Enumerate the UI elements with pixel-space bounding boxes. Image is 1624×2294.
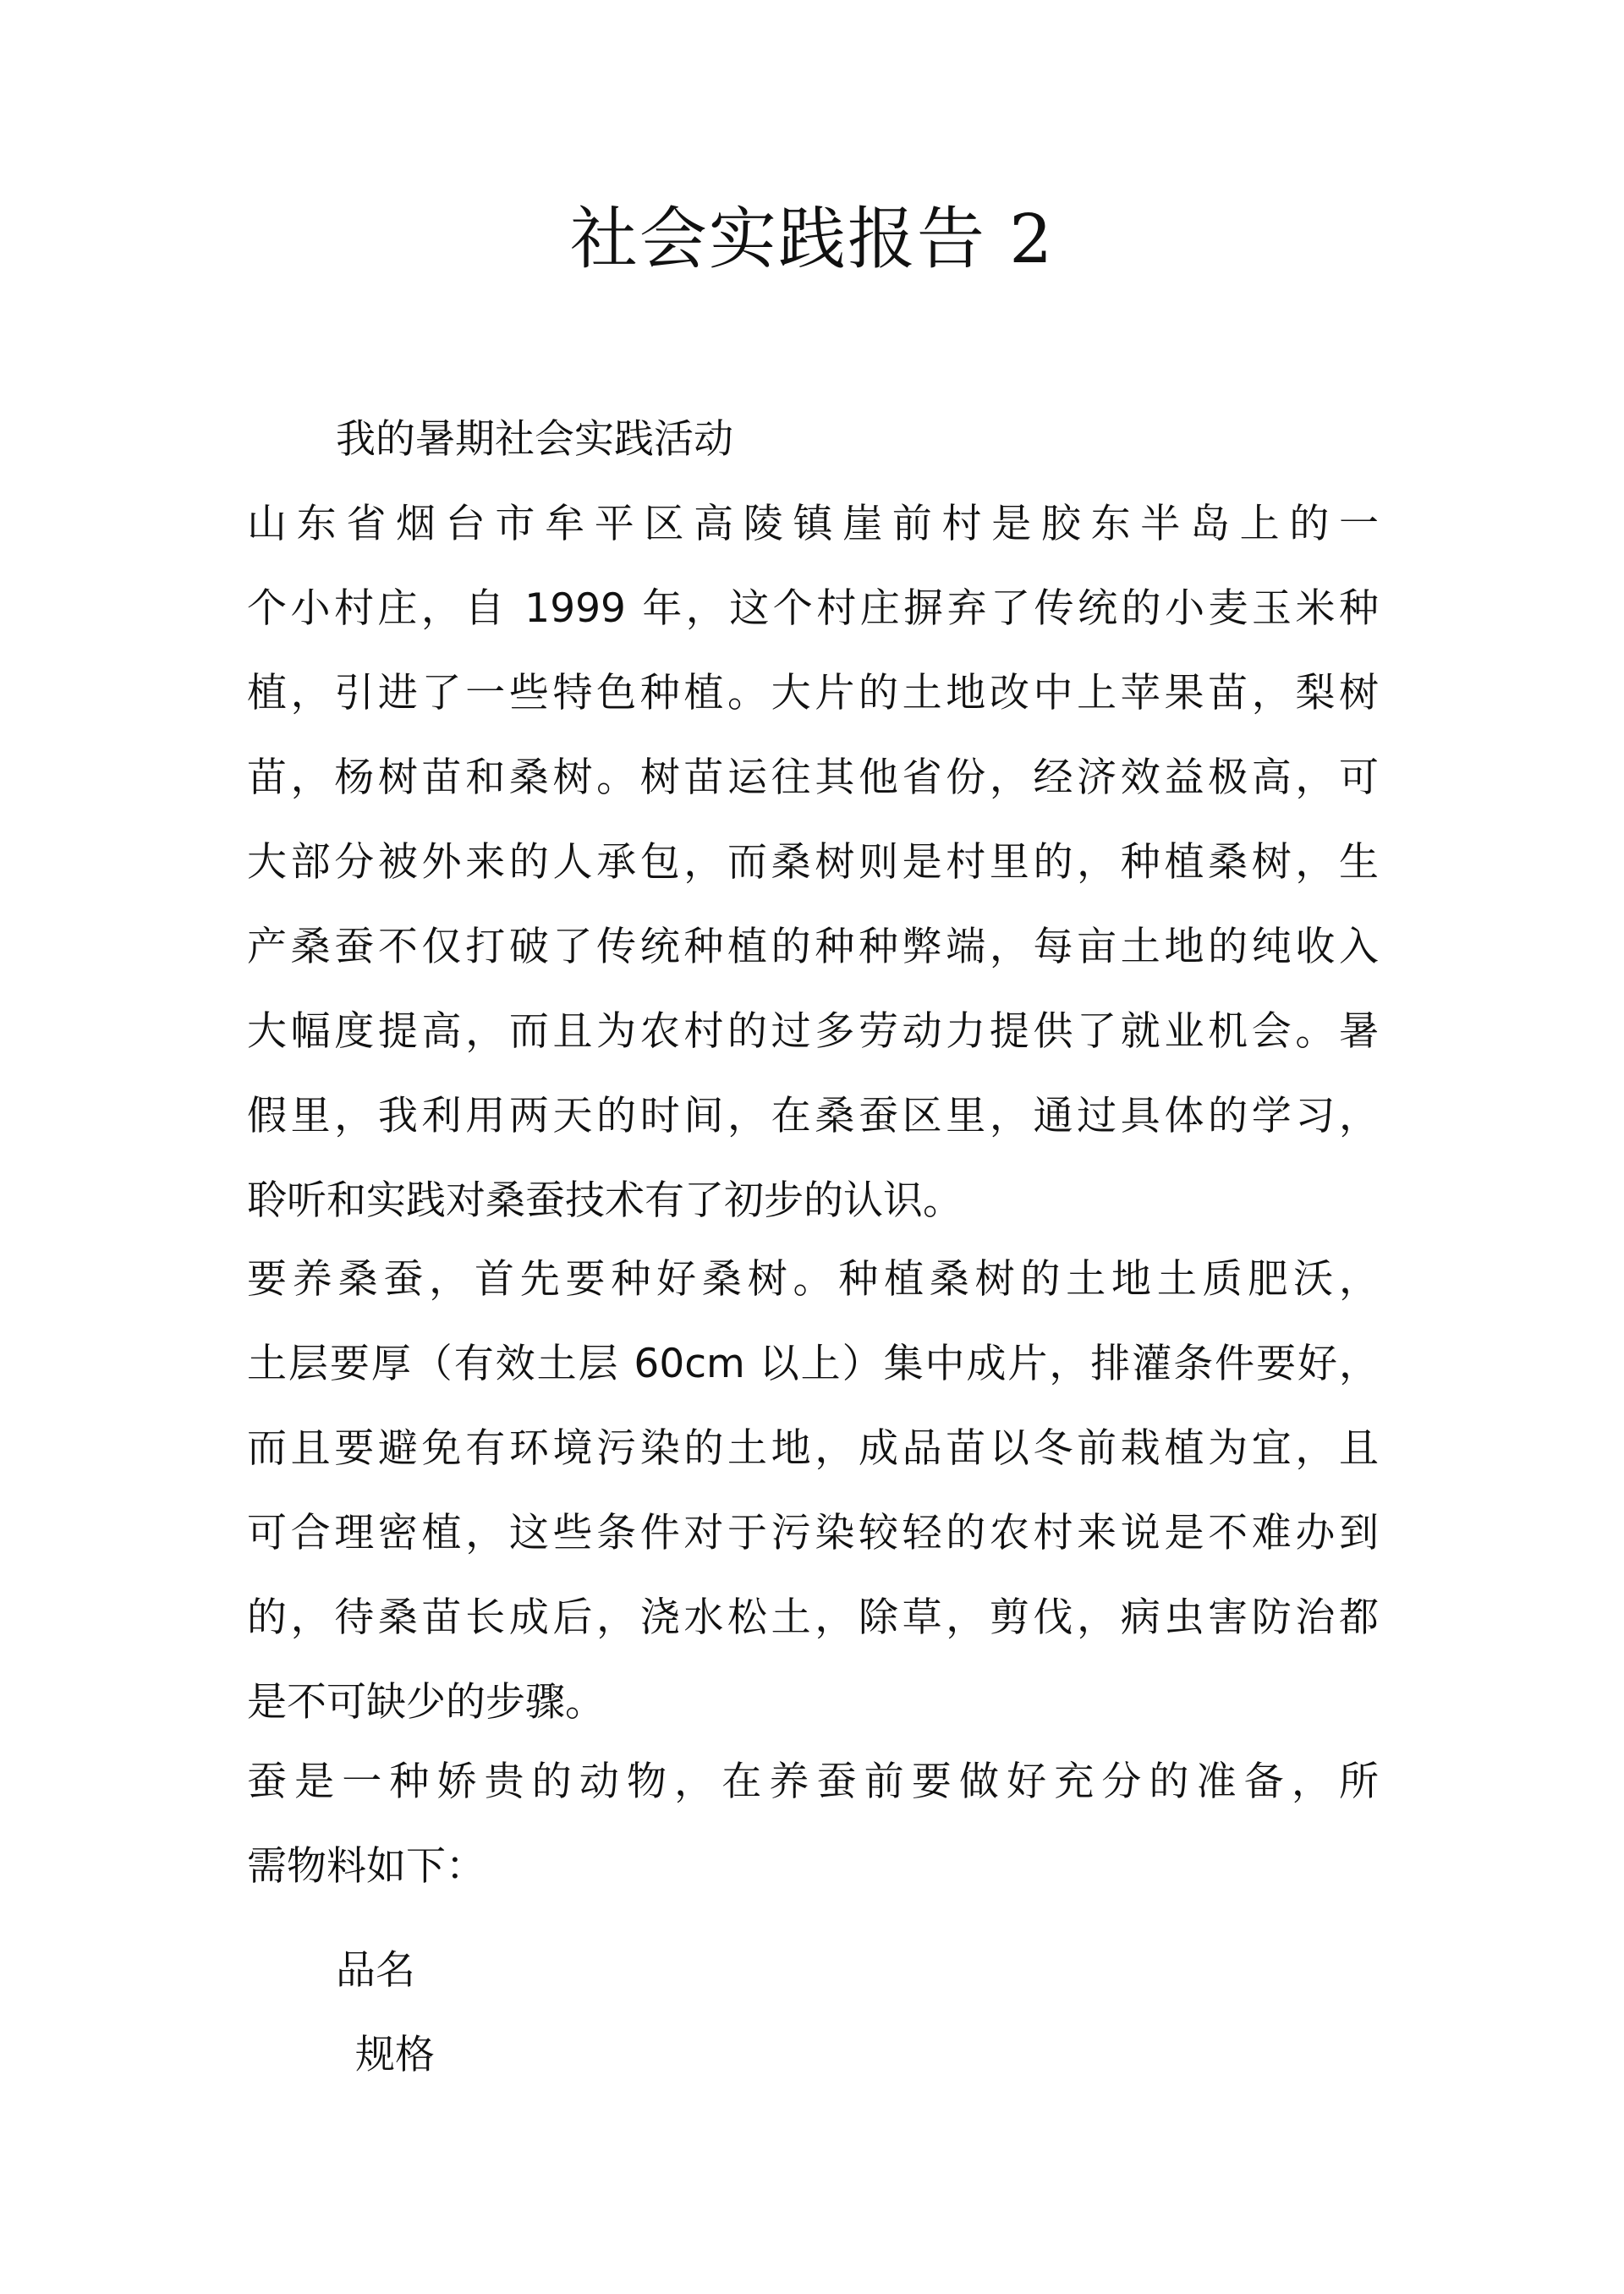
paragraph-2 xyxy=(247,1238,1379,1745)
paragraph-line: 土层要厚（有效土层 60cm 以上）集中成片，排灌条件要好， xyxy=(247,1341,1379,1387)
document-subtitle: 我的暑期社会实践活动 xyxy=(336,416,733,463)
document-title: 社会实践报告 2 xyxy=(569,200,1055,278)
paragraph-line: 产桑蚕不仅打破了传统种植的种种弊端，每亩土地的纯收入 xyxy=(247,924,1379,970)
paragraph-line: 大部分被外来的人承包，而桑树则是村里的，种植桑树，生 xyxy=(247,839,1379,886)
paragraph-line: 假里，我利用两天的时间，在桑蚕区里，通过具体的学习， xyxy=(247,1093,1379,1139)
paragraph-line: 需物料如下： xyxy=(247,1843,486,1890)
paragraph-line: 而且要避免有环境污染的土地，成品苗以冬前栽植为宜，且 xyxy=(247,1425,1379,1472)
paragraph-line: 蚕是一种娇贵的动物，在养蚕前要做好充分的准备，所 xyxy=(247,1759,1379,1805)
paragraph-line: 山东省烟台市牟平区高陵镇崖前村是胶东半岛上的一 xyxy=(247,501,1379,547)
paragraph-line: 聆听和实践对桑蚕技术有了初步的认识。 xyxy=(247,1177,963,1224)
paragraph-line: 是不可缺少的步骤。 xyxy=(247,1679,605,1726)
table-item-name: 品名 xyxy=(336,1947,415,1994)
table-item-spec: 规格 xyxy=(355,2032,435,2078)
paragraph-line: 可合理密植，这些条件对于污染较轻的农村来说是不难办到 xyxy=(247,1510,1379,1556)
paragraph-line: 个小村庄，自 1999 年，这个村庄摒弃了传统的小麦玉米种 xyxy=(247,585,1379,632)
paragraph-1 xyxy=(247,482,1379,1243)
paragraph-line: 要养桑蚕，首先要种好桑树。种植桑树的土地土质肥沃， xyxy=(247,1256,1379,1303)
paragraph-line: 苗，杨树苗和桑树。树苗运往其他省份，经济效益极高，可 xyxy=(247,755,1379,801)
paragraph-line: 大幅度提高，而且为农村的过多劳动力提供了就业机会。暑 xyxy=(247,1008,1379,1055)
paragraph-line: 植，引进了一些特色种植。大片的土地改中上苹果苗，梨树 xyxy=(247,670,1379,716)
paragraph-3 xyxy=(247,1740,1379,1909)
paragraph-line: 的，待桑苗长成后，浇水松土，除草，剪伐，病虫害防治都 xyxy=(247,1594,1379,1641)
